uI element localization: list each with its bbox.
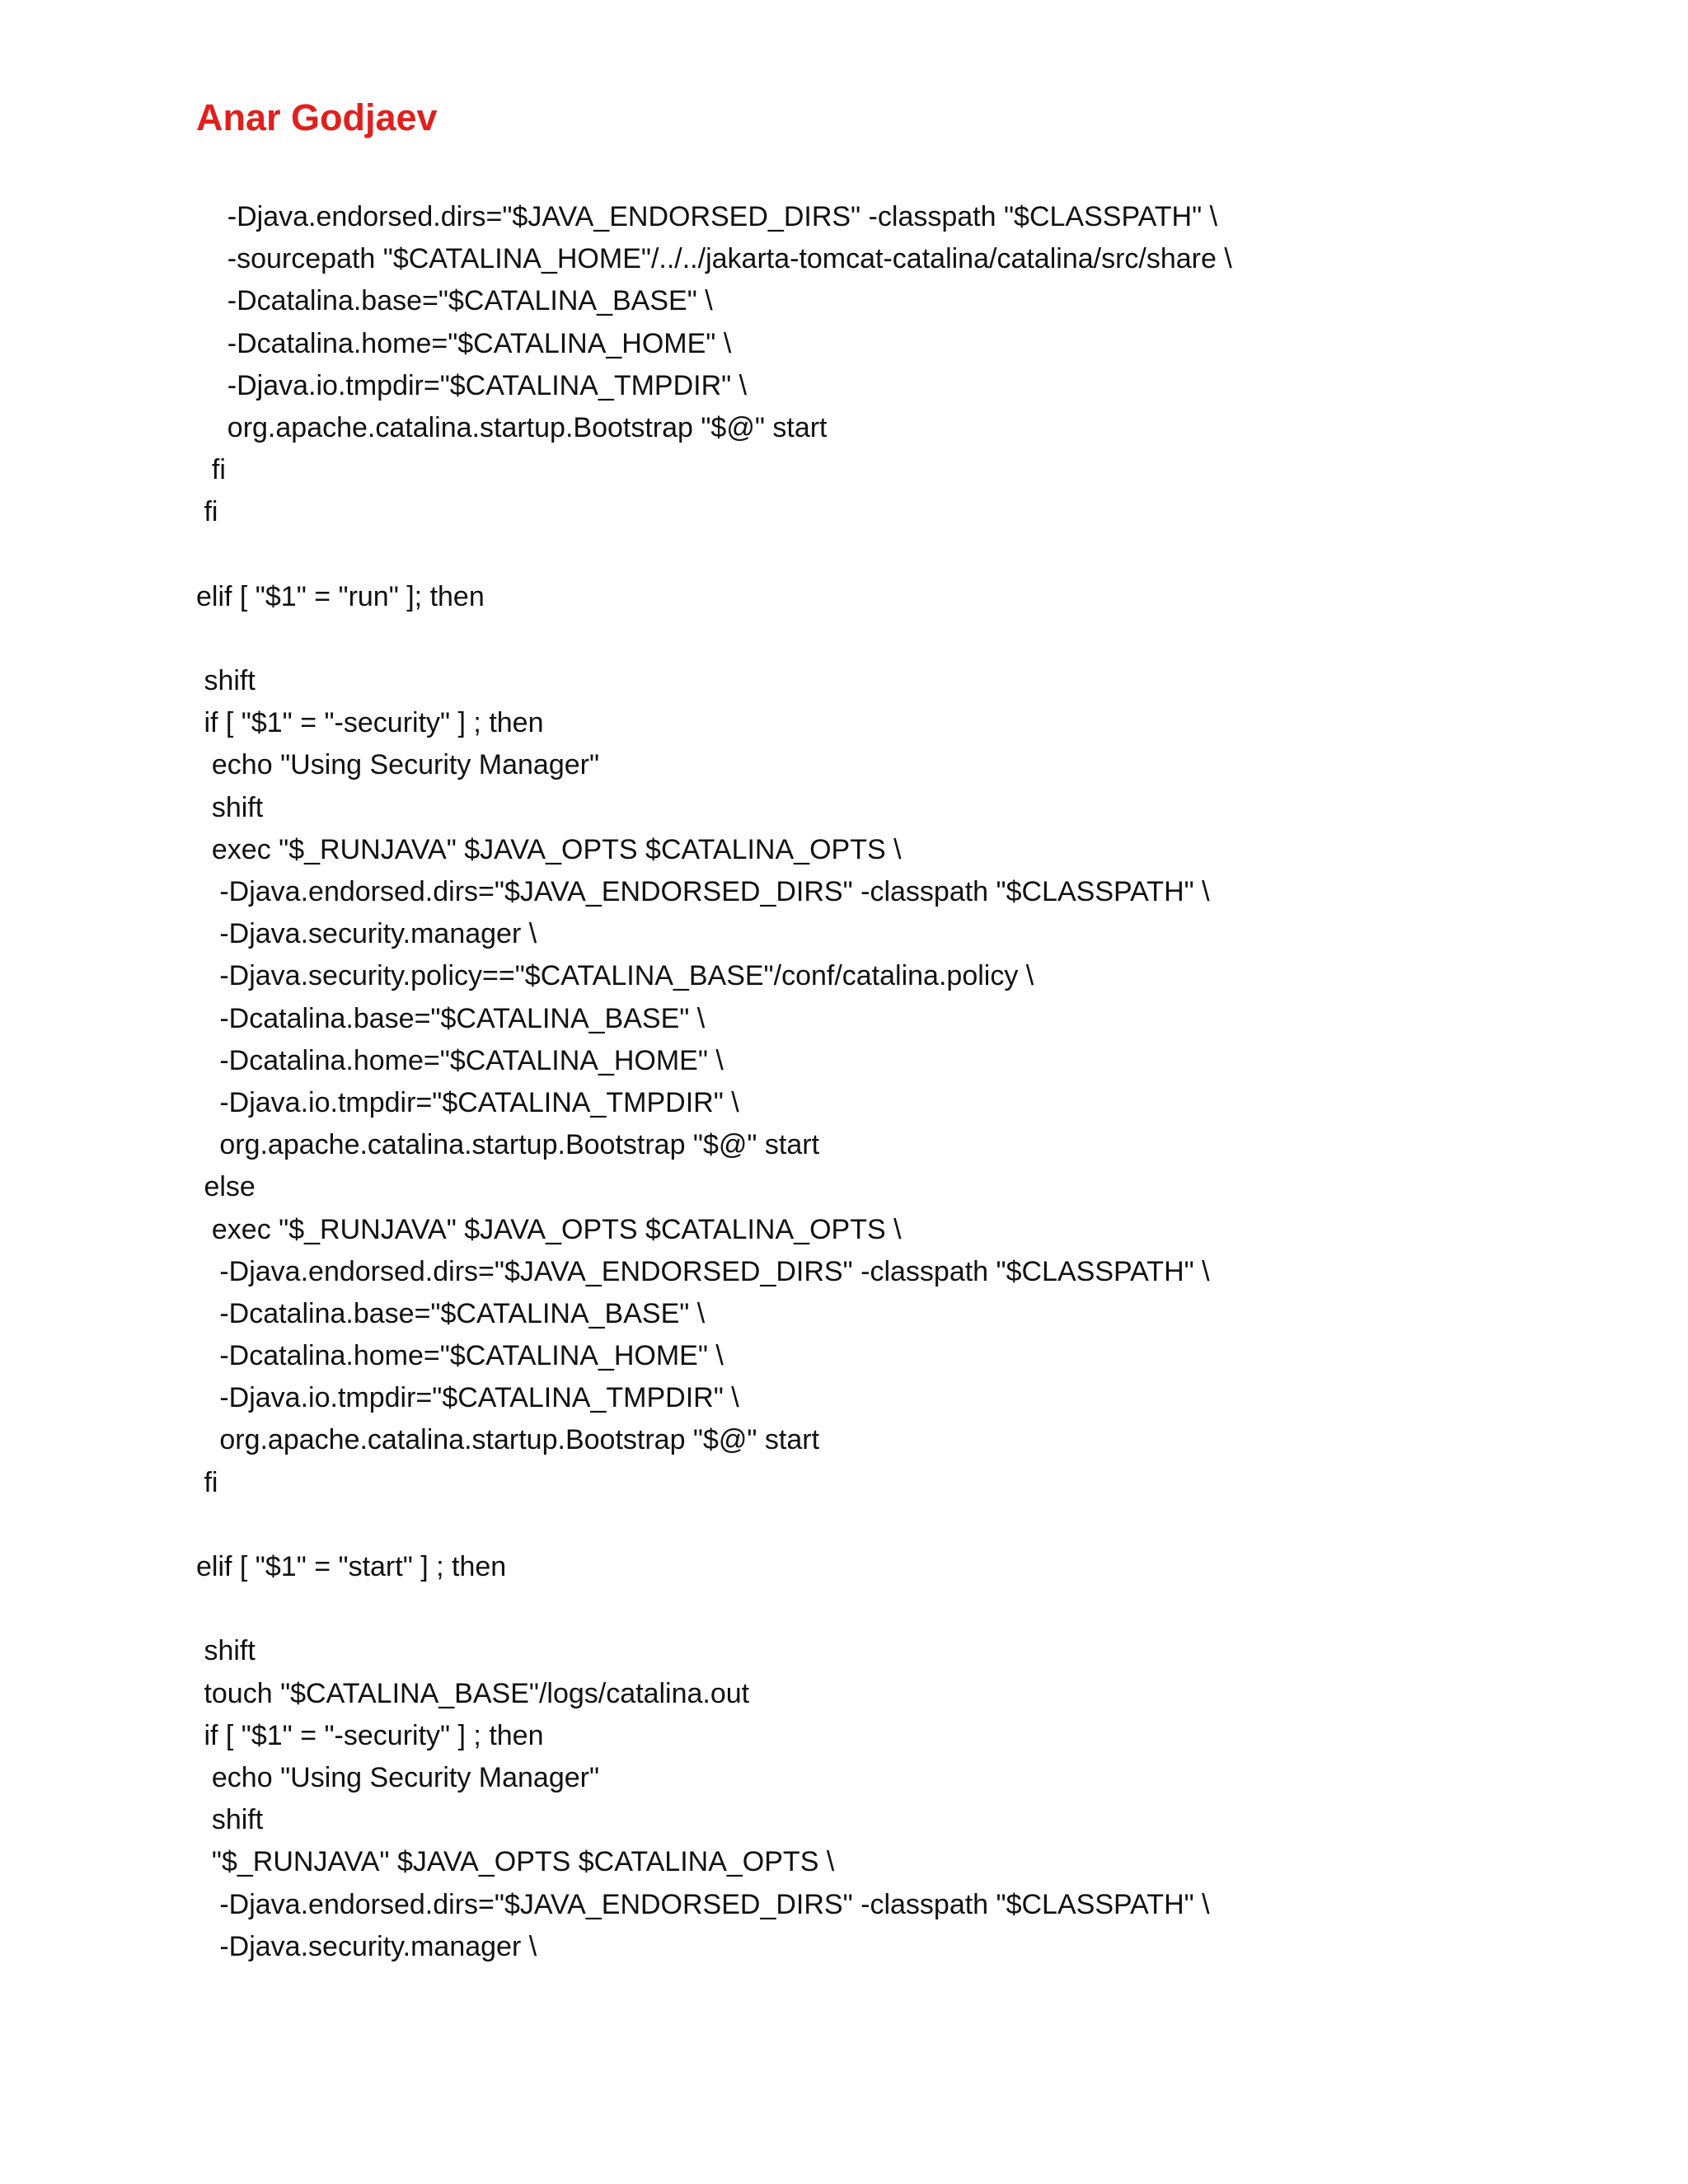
code-line: elif [ "$1" = "start" ] ; then (196, 1551, 507, 1582)
code-line: -Dcatalina.home="$CATALINA_HOME" \ (196, 327, 732, 359)
code-line: shift (196, 1804, 264, 1836)
code-line: -Djava.security.manager \ (196, 1930, 537, 1962)
code-line: -Dcatalina.base="$CATALINA_BASE" \ (196, 1297, 706, 1329)
code-line: else (196, 1171, 256, 1203)
code-line: "$_RUNJAVA" $JAVA_OPTS $CATALINA_OPTS \ (196, 1846, 835, 1878)
code-line: org.apache.catalina.startup.Bootstrap "$@" start (196, 1129, 820, 1161)
code-line: if [ "$1" = "-security" ] ; then (196, 707, 544, 739)
code-line: -Djava.endorsed.dirs="$JAVA_ENDORSED_DIRS" -classpath "$CLASSPATH" \ (196, 201, 1218, 232)
code-line: -Djava.io.tmpdir="$CATALINA_TMPDIR" \ (196, 369, 748, 401)
code-line (196, 1504, 1232, 1546)
code-line: -Djava.security.policy=="$CATALINA_BASE"/conf/catalina.policy \ (196, 960, 1034, 992)
code-line: elif [ "$1" = "run" ]; then (196, 580, 485, 612)
code-line: -Djava.io.tmpdir="$CATALINA_TMPDIR" \ (196, 1086, 739, 1118)
code-line: exec "$_RUNJAVA" $JAVA_OPTS $CATALINA_OPTS \ (196, 833, 902, 865)
code-line (196, 1588, 1232, 1630)
code-line: fi (196, 496, 218, 528)
code-line: -Dcatalina.base="$CATALINA_BASE" \ (196, 1002, 706, 1034)
code-line: echo "Using Security Manager" (196, 1761, 600, 1793)
code-line: -Djava.endorsed.dirs="$JAVA_ENDORSED_DIRS" -classpath "$CLASSPATH" \ (196, 1255, 1210, 1287)
code-line: shift (196, 791, 264, 823)
code-line: fi (196, 454, 226, 486)
code-line: -Dcatalina.base="$CATALINA_BASE" \ (196, 285, 713, 317)
code-line: fi (196, 1466, 218, 1498)
code-line: org.apache.catalina.startup.Bootstrap "$@" start (196, 1424, 820, 1456)
code-line: exec "$_RUNJAVA" $JAVA_OPTS $CATALINA_OPTS \ (196, 1213, 902, 1245)
code-line: touch "$CATALINA_BASE"/logs/catalina.out (196, 1677, 750, 1709)
code-line: -Djava.io.tmpdir="$CATALINA_TMPDIR" \ (196, 1382, 739, 1414)
code-line: -Dcatalina.home="$CATALINA_HOME" \ (196, 1044, 724, 1076)
code-line: org.apache.catalina.startup.Bootstrap "$@" start (196, 411, 828, 443)
code-line: shift (196, 1635, 256, 1667)
code-line: echo "Using Security Manager" (196, 749, 600, 781)
code-line: shift (196, 665, 256, 697)
code-block (196, 196, 1232, 1968)
code-line: if [ "$1" = "-security" ] ; then (196, 1719, 544, 1751)
author-heading: Anar Godjaev (196, 96, 438, 138)
code-line (196, 618, 1232, 660)
code-line: -Djava.endorsed.dirs="$JAVA_ENDORSED_DIRS" -classpath "$CLASSPATH" \ (196, 876, 1210, 907)
code-line: -Djava.endorsed.dirs="$JAVA_ENDORSED_DIRS" -classpath "$CLASSPATH" \ (196, 1888, 1210, 1920)
code-line (196, 534, 1232, 576)
code-line: -Djava.security.manager \ (196, 918, 537, 950)
code-line: -Dcatalina.home="$CATALINA_HOME" \ (196, 1340, 724, 1372)
code-line: -sourcepath "$CATALINA_HOME"/../../jakarta-tomcat-catalina/catalina/src/share \ (196, 243, 1232, 275)
